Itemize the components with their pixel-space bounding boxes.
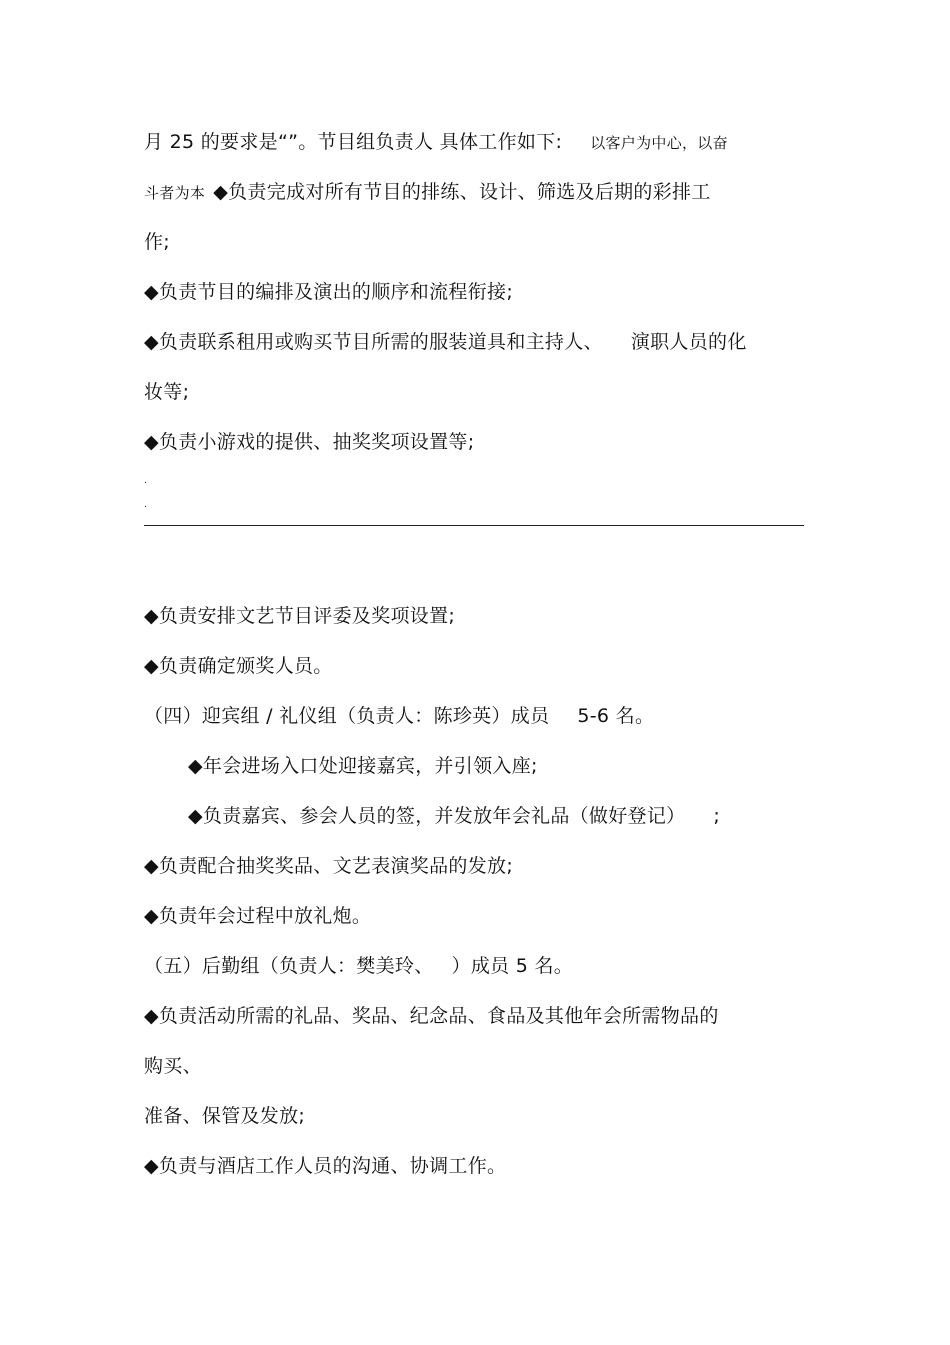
line-text: 月 25 的要求是“”。节目组负责人 具体工作如下: xyxy=(144,131,563,153)
text-line: ◆负责年会过程中放礼炮。 xyxy=(144,905,372,927)
line-text: ◆负责联系租用或购买节目所需的服装道具和主持人、 xyxy=(144,331,603,353)
line-text: ◆负责完成对所有节目的排练、设计、筛选及后期的彩排工 xyxy=(213,181,711,203)
line-text: 5-6 名。 xyxy=(577,705,655,727)
page-separator xyxy=(144,525,804,526)
text-line: 妆等; xyxy=(144,381,190,403)
page-dot: . xyxy=(144,499,148,510)
text-line xyxy=(144,180,711,205)
text-line: ◆负责安排文艺节目评委及奖项设置; xyxy=(144,605,456,627)
line-text: 演职人员的化 xyxy=(630,331,747,353)
line-text-small: 以客户为中心，以奋 xyxy=(590,134,728,152)
text-line: ◆负责活动所需的礼品、奖品、纪念品、食品及其他年会所需物品的 xyxy=(144,1005,719,1027)
line-text: （五）后勤组（负责人：樊美玲、 xyxy=(144,955,434,977)
section-heading xyxy=(144,704,654,728)
text-line: ◆年会进场入口处迎接嘉宾，并引领入座; xyxy=(188,755,538,777)
text-line: 作; xyxy=(144,231,171,253)
section-heading xyxy=(144,954,573,978)
line-text: ; xyxy=(713,805,721,827)
text-line xyxy=(188,804,720,828)
page-dot: . xyxy=(144,475,148,486)
text-line: 购买、 xyxy=(144,1055,202,1077)
line-text-small: 斗者为本 xyxy=(144,184,206,202)
text-line: ◆负责配合抽奖奖品、文艺表演奖品的发放; xyxy=(144,855,514,877)
text-line: ◆负责确定颁奖人员。 xyxy=(144,655,333,677)
text-line xyxy=(144,330,747,354)
text-line: ◆负责小游戏的提供、抽奖奖项设置等; xyxy=(144,431,475,453)
text-line: 准备、保管及发放; xyxy=(144,1105,306,1127)
text-line: ◆负责节目的编排及演出的顺序和流程衔接; xyxy=(144,281,514,303)
line-text: ）成员 5 名。 xyxy=(451,955,574,977)
text-line xyxy=(144,130,728,155)
line-text: （四）迎宾组 / 礼仪组（负责人：陈珍英）成员 xyxy=(144,705,550,727)
text-line: ◆负责与酒店工作人员的沟通、协调工作。 xyxy=(144,1155,507,1177)
line-text: ◆负责嘉宾、参会人员的签，并发放年会礼品（做好登记） xyxy=(188,805,686,827)
